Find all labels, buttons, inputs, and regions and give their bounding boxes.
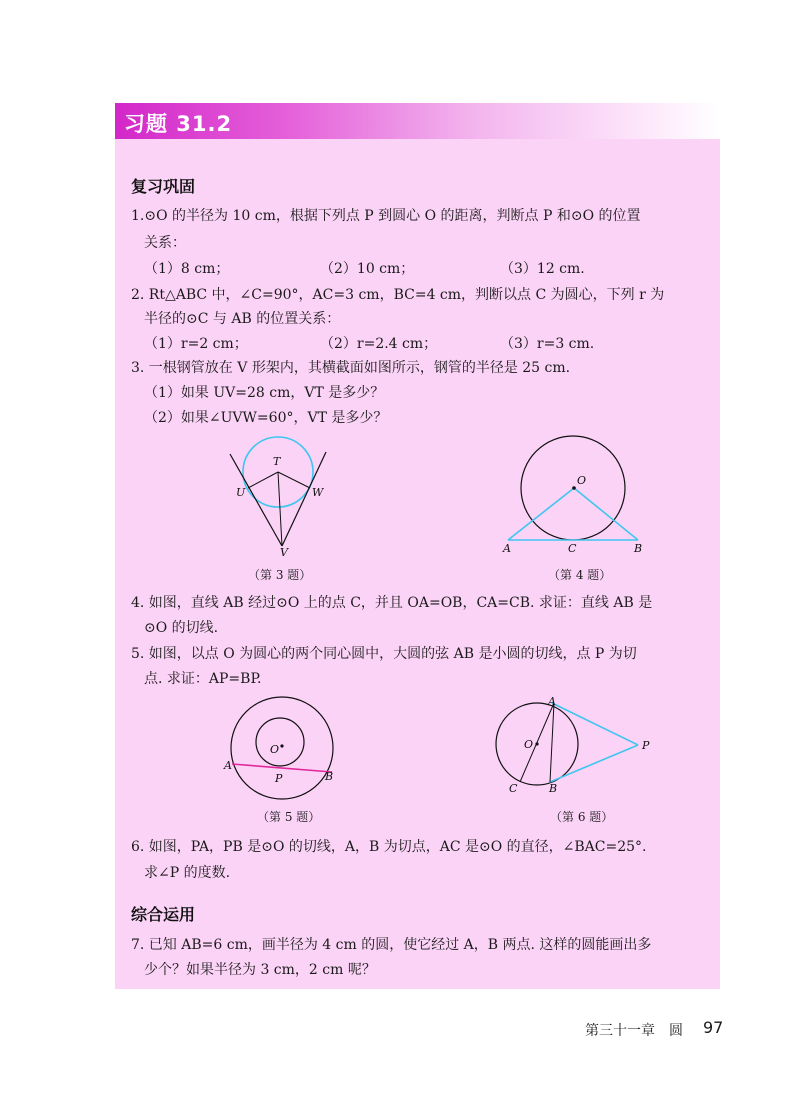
problem-2-line-1: 2. Rt△ABC 中，∠C=90°，AC=3 cm，BC=4 cm，判断以点 C 为圆心，下列 r 为	[131, 287, 665, 303]
problem-7-line-1: 7. 已知 AB=6 cm，画半径为 4 cm 的圆，使它经过 A，B 两点. 这样的圆能画出多	[131, 937, 652, 953]
tangent-pa	[552, 703, 638, 745]
footer-chapter-title: 第三十一章 圆	[585, 1023, 683, 1039]
figure-3-v-block-pipe	[222, 436, 332, 558]
problem-5-line-1: 5. 如图，以点 O 为圆心的两个同心圆中，大圆的弦 AB 是小圆的切线，点 P 为切	[131, 646, 637, 662]
label-a: A	[503, 542, 511, 555]
footer-page-number: 97	[703, 1018, 724, 1037]
problem-6-line-2: 求∠P 的度数.	[144, 865, 231, 881]
label-o: O	[524, 738, 534, 751]
problem-5-line-2: 点. 求证：AP=BP.	[144, 671, 262, 687]
segment-oa	[508, 488, 574, 540]
figure-6-tangents-from-p	[492, 694, 662, 802]
segment-tv	[278, 472, 282, 546]
label-t: T	[273, 455, 281, 468]
segment-ob	[574, 488, 638, 540]
center-o-dot	[280, 744, 283, 747]
label-w: W	[312, 486, 324, 499]
label-u: U	[236, 486, 246, 499]
label-o: O	[577, 474, 587, 487]
figure-4-circle-tangent	[498, 434, 648, 556]
label-b: B	[549, 782, 558, 795]
problem-1-option-3: （3）12 cm.	[500, 261, 585, 277]
figure-4-caption: （第 4 题）	[548, 568, 612, 582]
figure-5-concentric-circles	[220, 696, 345, 806]
label-c: C	[509, 782, 518, 795]
figure-3-caption: （第 3 题）	[248, 568, 312, 582]
label-v: V	[280, 546, 288, 558]
figure-6-caption: （第 6 题）	[550, 810, 614, 824]
radius-tu	[248, 472, 278, 488]
problem-1-line-1: 1.⊙O 的半径为 10 cm，根据下列点 P 到圆心 O 的距离，判断点 P 和⊙O 的位置	[131, 208, 641, 224]
chord-ab	[550, 703, 554, 782]
problem-3-line-1: 3. 一根钢管放在 V 形架内，其横截面如图所示，钢管的半径是 25 cm.	[131, 360, 571, 376]
label-p: P	[275, 772, 283, 785]
tangent-pb	[550, 745, 638, 782]
label-a: A	[224, 759, 232, 772]
label-c: C	[568, 542, 577, 555]
section-applied-heading: 综合运用	[131, 905, 196, 924]
problem-2-option-2: （2）r=2.4 cm；	[320, 336, 438, 352]
problem-2-option-3: （3）r=3 cm.	[500, 336, 595, 352]
label-b: B	[325, 770, 334, 783]
section-review-heading: 复习巩固	[131, 177, 196, 196]
center-o-dot	[535, 742, 538, 745]
radius-tw	[278, 472, 310, 488]
figure-5-caption: （第 5 题）	[257, 810, 321, 824]
v-right-arm	[282, 452, 326, 546]
problem-7-line-2: 少个？如果半径为 3 cm，2 cm 呢？	[144, 962, 376, 978]
label-b: B	[634, 542, 643, 555]
problem-4-line-2: ⊙O 的切线.	[144, 620, 219, 636]
problem-2-option-1: （1）r=2 cm；	[144, 336, 248, 352]
chord-ab	[232, 764, 332, 772]
problem-6-line-1: 6. 如图，PA，PB 是⊙O 的切线，A，B 为切点，AC 是⊙O 的直径，∠BAC=25°.	[131, 839, 647, 855]
label-p: P	[642, 739, 650, 752]
problem-1-line-2: 关系：	[144, 235, 186, 251]
label-o: O	[270, 743, 280, 756]
problem-2-line-2: 半径的⊙C 与 AB 的位置关系：	[144, 311, 341, 327]
center-o-dot	[572, 486, 576, 490]
label-a: A	[548, 695, 556, 708]
problem-1-option-2: （2）10 cm；	[320, 261, 415, 277]
exercise-title: 习题 31.2	[124, 112, 233, 136]
problem-4-line-1: 4. 如图，直线 AB 经过⊙O 上的点 C，并且 OA=OB，CA=CB. 求证：直线 AB 是	[131, 595, 653, 611]
problem-3-line-3: （2）如果∠UVW=60°，VT 是多少？	[144, 410, 388, 426]
problem-1-option-1: （1）8 cm；	[144, 261, 230, 277]
problem-3-line-2: （1）如果 UV=28 cm，VT 是多少？	[144, 385, 385, 401]
small-circle	[256, 718, 304, 766]
